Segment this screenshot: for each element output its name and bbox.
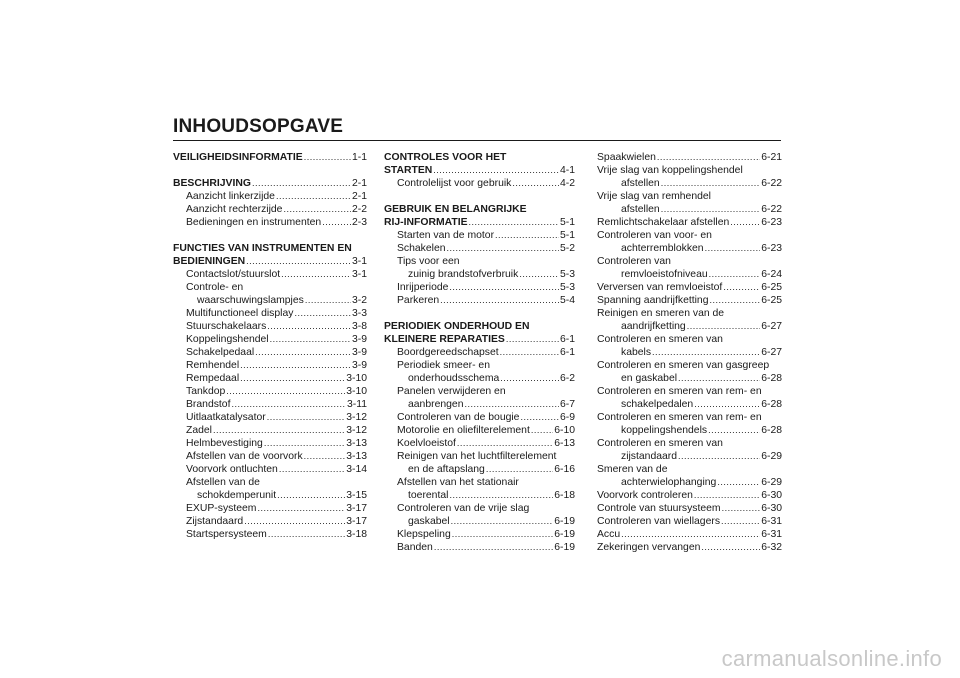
toc-page-number: 2-2 (351, 204, 367, 215)
dot-leader (531, 424, 553, 437)
toc-page-number: 6-28 (761, 399, 782, 410)
toc-entry-label: Uitlaatkatalysator (186, 412, 266, 423)
toc-entry-label: BEDIENINGEN (173, 256, 246, 267)
toc-entry[interactable] (384, 411, 575, 424)
dot-leader (512, 177, 559, 190)
toc-page-number: 6-19 (554, 516, 575, 527)
toc-entry[interactable] (173, 437, 367, 450)
toc-entry-label: Tankdop (186, 386, 226, 397)
toc-entry-label: waarschuwingslampjes (197, 295, 304, 306)
toc-entry-label: Banden (397, 542, 433, 553)
toc-entry-label: koppelingshendels (621, 425, 708, 436)
watermark: carmanualsonline.info (721, 646, 942, 671)
dot-leader (270, 333, 351, 346)
toc-entry-label: achterremblokken (621, 243, 704, 254)
dot-leader (276, 190, 351, 203)
toc-page-number: 6-22 (761, 178, 782, 189)
toc-section-entry[interactable] (173, 177, 367, 190)
dot-leader (486, 463, 553, 476)
dot-leader (449, 281, 559, 294)
toc-entry[interactable] (597, 450, 782, 463)
toc-entry[interactable] (384, 281, 575, 294)
toc-entry-label: zijstandaard (621, 451, 678, 462)
toc-entry-label: Klepspeling (397, 529, 451, 540)
dot-leader (657, 151, 760, 164)
dot-leader (279, 463, 345, 476)
toc-entry-label: EXUP-systeem (186, 503, 257, 514)
toc-page-number: 3-15 (346, 490, 367, 501)
toc-entry[interactable] (384, 268, 575, 281)
dot-leader (267, 411, 346, 424)
toc-page-number: 3-8 (351, 321, 367, 332)
toc-entry-label: Boordgereedschapset (397, 347, 499, 358)
toc-entry-label: Afstellen van de voorvork (186, 451, 303, 462)
toc-entry[interactable] (384, 424, 575, 437)
toc-entry[interactable] (384, 437, 575, 450)
dot-leader (621, 528, 760, 541)
toc-entry[interactable] (173, 528, 367, 541)
toc-entry-label: Schakelen (397, 243, 446, 254)
section-heading: GEBRUIK EN BELANGRIJKE (384, 204, 527, 215)
toc-entry-label: toerental (408, 490, 449, 501)
toc-page-number: 6-29 (761, 477, 782, 488)
toc-entry[interactable] (597, 515, 782, 528)
toc-entry[interactable] (173, 372, 367, 385)
dot-leader (304, 450, 346, 463)
toc-entry-label: Verversen van remvloeistof (597, 282, 723, 293)
toc-entry-label: en gaskabel (621, 373, 678, 384)
toc-entry-label: Voorvork ontluchten (186, 464, 278, 475)
toc-entry-label: RIJ-INFORMATIE (384, 217, 468, 228)
toc-page-number: 1-1 (351, 152, 367, 163)
toc-page-number: 2-3 (351, 217, 367, 228)
toc-page-number: 6-23 (761, 217, 782, 228)
toc-entry-label: Controlelijst voor gebruik (397, 178, 512, 189)
toc-page-number: 6-29 (761, 451, 782, 462)
toc-page-number: 6-7 (559, 399, 575, 410)
toc-page-number: 5-4 (559, 295, 575, 306)
toc-entry[interactable] (384, 541, 575, 554)
toc-page-number: 6-18 (554, 490, 575, 501)
toc-section-entry[interactable] (384, 333, 575, 346)
dot-leader (226, 385, 345, 398)
toc-entry-label: Controleren van wiellagers (597, 516, 721, 527)
toc-entry[interactable] (384, 528, 575, 541)
toc-page-number: 3-13 (346, 438, 367, 449)
toc-entry[interactable] (384, 229, 575, 242)
toc-entry[interactable] (597, 203, 782, 216)
toc-entry[interactable] (173, 463, 367, 476)
dot-leader (213, 424, 345, 437)
toc-entry-label: Parkeren (397, 295, 440, 306)
toc-entry[interactable] (597, 398, 782, 411)
toc-page-number: 5-3 (559, 282, 575, 293)
toc-entry-text: Controle- en (186, 282, 244, 293)
toc-entry-label: Starten van de motor (397, 230, 495, 241)
dot-leader (723, 281, 760, 294)
toc-entry[interactable] (173, 502, 367, 515)
toc-entry-label: remvloeistofniveau (621, 269, 708, 280)
toc-entry[interactable] (384, 372, 575, 385)
dot-leader (267, 320, 351, 333)
dot-leader (433, 164, 559, 177)
toc-entry-label: Controleren van de bougie (397, 412, 520, 423)
toc-page-number: 3-13 (346, 451, 367, 462)
toc-entry-label: Accu (597, 529, 621, 540)
toc-entry-label: Zekeringen vervangen (597, 542, 701, 553)
toc-page-number: 6-19 (554, 542, 575, 553)
dot-leader (457, 437, 553, 450)
toc-entry[interactable] (597, 476, 782, 489)
toc-entry-text: Reinigen en smeren van de (597, 308, 725, 319)
dot-leader (451, 515, 554, 528)
dot-leader (722, 502, 761, 515)
toc-page-number: 2-1 (351, 191, 367, 202)
section-heading: PERIODIEK ONDERHOUD EN (384, 321, 530, 332)
toc-page-number: 3-1 (351, 269, 367, 280)
toc-entry-text: Afstellen van het stationair (397, 477, 519, 488)
toc-entry[interactable] (597, 346, 782, 359)
toc-page-number: 6-28 (761, 425, 782, 436)
toc-page-number: 6-30 (761, 503, 782, 514)
toc-page-number: 6-22 (761, 204, 782, 215)
toc-page-number: 3-18 (346, 529, 367, 540)
dot-leader (281, 268, 351, 281)
toc-page-number: 6-30 (761, 490, 782, 501)
toc-page-number: 3-14 (346, 464, 367, 475)
toc-entry-text: Afstellen van de (186, 477, 260, 488)
toc-entry-text: Panelen verwijderen en (397, 386, 506, 397)
toc-entry[interactable] (597, 151, 782, 164)
dot-leader (255, 346, 351, 359)
toc-entry-label: Multifunctioneel display (186, 308, 294, 319)
dot-leader (231, 398, 345, 411)
toc-entry-text: Periodiek smeer- en (397, 360, 490, 371)
toc-entry-label: Spanning aandrijfketting (597, 295, 709, 306)
dot-leader (661, 203, 761, 216)
toc-entry[interactable] (173, 294, 367, 307)
toc-page-number: 6-9 (559, 412, 575, 423)
dot-leader (708, 424, 760, 437)
toc-entry[interactable] (597, 541, 782, 554)
toc-page-number: 3-11 (346, 399, 367, 410)
toc-page-number: 3-3 (351, 308, 367, 319)
toc-entry-label: Motorolie en oliefilterelement (397, 425, 530, 436)
dot-leader (268, 528, 345, 541)
toc-section-entry[interactable] (173, 151, 367, 164)
dot-leader (705, 242, 761, 255)
toc-page-number: 2-1 (351, 178, 367, 189)
toc-page-number: 5-1 (559, 217, 575, 228)
toc-page-number: 3-9 (351, 347, 367, 358)
dot-leader (678, 450, 760, 463)
toc-entry-label: Remlichtschakelaar afstellen (597, 217, 730, 228)
toc-entry[interactable] (173, 190, 367, 203)
toc-entry-text: Controleren en smeren van gasgreep (597, 360, 770, 371)
toc-entry-label: Koppelingshendel (186, 334, 269, 345)
dot-leader (500, 372, 559, 385)
toc-page-number: 6-24 (761, 269, 782, 280)
toc-page-number: 6-1 (559, 334, 575, 345)
toc-page-number: 3-12 (346, 425, 367, 436)
dot-leader (452, 528, 553, 541)
dot-leader (694, 398, 760, 411)
toc-entry-text: Controleren van de vrije slag (397, 503, 530, 514)
toc-entry-text: Controleren en smeren van rem- en (597, 412, 762, 423)
toc-entry-label: en de aftapslang (408, 464, 485, 475)
toc-entry[interactable] (597, 268, 782, 281)
toc-entry-label: Aanzicht linkerzijde (186, 191, 275, 202)
toc-section-entry[interactable] (384, 216, 575, 229)
toc-page-number: 3-2 (351, 295, 367, 306)
dot-leader (519, 268, 559, 281)
dot-leader (264, 437, 345, 450)
dot-leader (730, 216, 760, 229)
toc-entry-text: Controleren en smeren van (597, 438, 723, 449)
toc-page-number: 5-1 (559, 230, 575, 241)
toc-entry-label: achterwielophanging (621, 477, 717, 488)
toc-page-number: 6-1 (559, 347, 575, 358)
dot-leader (277, 489, 345, 502)
toc-page-number: 3-9 (351, 360, 367, 371)
toc-entry-label: Controle van stuursysteem (597, 503, 721, 514)
toc-page-number: 6-31 (761, 529, 782, 540)
toc-entry-label: Brandstof (186, 399, 231, 410)
toc-entry-label: Bedieningen en instrumenten (186, 217, 322, 228)
toc-page-number: 4-1 (559, 165, 575, 176)
toc-page-number: 6-23 (761, 243, 782, 254)
toc-entry-label: afstellen (621, 178, 660, 189)
toc-section-entry[interactable] (173, 255, 367, 268)
toc-entry-label: BESCHRIJVING (173, 178, 251, 189)
toc-page-number: 6-25 (761, 282, 782, 293)
toc-entry-text: Tips voor een (397, 256, 460, 267)
dot-leader (257, 502, 345, 515)
toc-page-number: 3-17 (346, 503, 367, 514)
toc-entry-label: KLEINERE REPARATIES (384, 334, 505, 345)
toc-page-number: 6-10 (554, 425, 575, 436)
toc-page-number: 6-32 (761, 542, 782, 553)
dot-leader (240, 359, 351, 372)
toc-entry[interactable] (597, 242, 782, 255)
toc-page-number: 3-9 (351, 334, 367, 345)
toc-entry[interactable] (173, 320, 367, 333)
section-heading: CONTROLES VOOR HET (384, 152, 507, 163)
toc-entry[interactable] (597, 320, 782, 333)
toc-entry-label: STARTEN (384, 165, 433, 176)
toc-entry[interactable] (173, 346, 367, 359)
toc-entry[interactable] (384, 346, 575, 359)
dot-leader (709, 268, 761, 281)
toc-entry[interactable] (173, 515, 367, 528)
toc-entry-label: Contactslot/stuurslot (186, 269, 281, 280)
toc-entry[interactable] (173, 203, 367, 216)
dot-leader (687, 320, 761, 333)
dot-leader (520, 411, 559, 424)
toc-entry-label: onderhoudsschema (408, 373, 500, 384)
toc-entry-label: kabels (621, 347, 652, 358)
dot-leader (240, 372, 345, 385)
dot-leader (246, 255, 351, 268)
toc-entry-text: Controleren en smeren van rem- en (597, 386, 762, 397)
toc-entry-label: Voorvork controleren (597, 490, 693, 501)
toc-entry[interactable] (597, 424, 782, 437)
dot-leader (717, 476, 760, 489)
toc-page-number: 5-2 (559, 243, 575, 254)
toc-section-entry[interactable] (384, 164, 575, 177)
dot-leader (701, 541, 760, 554)
section-gap (384, 190, 575, 203)
toc-entry-label: Koelvloeistof (397, 438, 456, 449)
section-gap (173, 229, 367, 242)
section-gap (173, 164, 367, 177)
toc-page-number: 6-16 (554, 464, 575, 475)
toc-page-number: 6-27 (761, 347, 782, 358)
toc-page-number: 6-27 (761, 321, 782, 332)
toc-entry[interactable] (173, 411, 367, 424)
toc-entry[interactable] (173, 385, 367, 398)
toc-entry-label: Spaakwielen (597, 152, 656, 163)
dot-leader (694, 489, 760, 502)
toc-entry[interactable] (597, 216, 782, 229)
dot-leader (500, 346, 559, 359)
toc-entry-label: schokdemperunit (197, 490, 277, 501)
toc-entry-label: Zadel (186, 425, 212, 436)
toc-entry-text: Reinigen van het luchtfilterelement (397, 451, 557, 462)
toc-entry[interactable] (173, 489, 367, 502)
toc-entry[interactable] (173, 268, 367, 281)
dot-leader (252, 177, 351, 190)
dot-leader (283, 203, 351, 216)
toc-entry-label: Zijstandaard (186, 516, 244, 527)
toc-column-1 (173, 151, 367, 541)
toc-page-number: 6-28 (761, 373, 782, 384)
toc-entry-label: Startspersysteem (186, 529, 267, 540)
toc-entry[interactable] (173, 307, 367, 320)
dot-leader (661, 177, 761, 190)
dot-leader (506, 333, 559, 346)
dot-leader (495, 229, 559, 242)
toc-entry-text: Controleren en smeren van (597, 334, 723, 345)
toc-page-number: 3-10 (346, 386, 367, 397)
dot-leader (304, 151, 351, 164)
toc-entry[interactable] (384, 515, 575, 528)
toc-entry-text: Controleren van (597, 256, 671, 267)
toc-entry-label: zuinig brandstofverbruik (408, 269, 519, 280)
toc-entry-label: afstellen (621, 204, 660, 215)
toc-entry-label: schakelpedalen (621, 399, 694, 410)
toc-entry-label: VEILIGHEIDSINFORMATIE (173, 152, 303, 163)
toc-entry-label: Remhendel (186, 360, 240, 371)
toc-entry-label: aanbrengen (408, 399, 464, 410)
toc-page-number: 6-25 (761, 295, 782, 306)
dot-leader (434, 541, 553, 554)
dot-leader (469, 216, 559, 229)
dot-leader (447, 242, 559, 255)
toc-entry-label: Inrijperiode (397, 282, 449, 293)
toc-entry-text: Smeren van de (597, 464, 668, 475)
dot-leader (305, 294, 351, 307)
toc-entry[interactable] (597, 489, 782, 502)
dot-leader (678, 372, 760, 385)
dot-leader (294, 307, 351, 320)
toc-entry[interactable] (597, 528, 782, 541)
toc-page-number: 6-13 (554, 438, 575, 449)
toc-entry[interactable] (173, 424, 367, 437)
dot-leader (652, 346, 760, 359)
toc-entry[interactable] (384, 489, 575, 502)
toc-page-number: 6-19 (554, 529, 575, 540)
toc-page-number: 6-2 (559, 373, 575, 384)
dot-leader (721, 515, 760, 528)
toc-entry[interactable] (173, 450, 367, 463)
toc-entry-label: Rempedaal (186, 373, 240, 384)
dot-leader (322, 216, 351, 229)
toc-column-2 (384, 151, 575, 554)
toc-entry[interactable] (384, 294, 575, 307)
toc-page-number: 3-17 (346, 516, 367, 527)
title-rule (173, 140, 781, 141)
toc-entry[interactable] (597, 502, 782, 515)
dot-leader (244, 515, 345, 528)
toc-entry-label: aandrijfketting (621, 321, 686, 332)
toc-page-number: 3-1 (351, 256, 367, 267)
toc-entry-label: Aanzicht rechterzijde (186, 204, 283, 215)
toc-entry[interactable] (597, 294, 782, 307)
toc-column-3 (597, 151, 782, 554)
toc-entry-text: Controleren van voor- en (597, 230, 712, 241)
section-heading: FUNCTIES VAN INSTRUMENTEN EN (173, 243, 352, 254)
toc-entry[interactable] (384, 463, 575, 476)
toc-page-number: 3-10 (346, 373, 367, 384)
toc-entry[interactable] (384, 242, 575, 255)
dot-leader (464, 398, 558, 411)
toc-entry-label: Helmbevestiging (186, 438, 263, 449)
toc-entry[interactable] (384, 398, 575, 411)
toc-page-number: 5-3 (559, 269, 575, 280)
dot-leader (440, 294, 559, 307)
toc-entry-label: Schakelpedaal (186, 347, 255, 358)
toc-entry[interactable] (597, 372, 782, 385)
toc-entry-label: Stuurschakelaars (186, 321, 267, 332)
toc-page-number: 6-31 (761, 516, 782, 527)
toc-page-number: 4-2 (559, 178, 575, 189)
dot-leader (449, 489, 553, 502)
toc-entry[interactable] (597, 281, 782, 294)
toc-entry[interactable] (173, 333, 367, 346)
toc-entry[interactable] (597, 177, 782, 190)
toc-entry-text: Vrije slag van koppelingshendel (597, 165, 743, 176)
toc-entry-label: gaskabel (408, 516, 450, 527)
dot-leader (710, 294, 761, 307)
toc-entry[interactable] (384, 177, 575, 190)
toc-entry[interactable] (173, 216, 367, 229)
section-gap (384, 307, 575, 320)
toc-page-number: 3-12 (346, 412, 367, 423)
toc-entry-text: Vrije slag van remhendel (597, 191, 711, 202)
toc-entry[interactable] (173, 359, 367, 372)
toc-page-number: 6-21 (761, 152, 782, 163)
page-title: INHOUDSOPGAVE (173, 116, 344, 137)
toc-entry[interactable] (173, 398, 367, 411)
